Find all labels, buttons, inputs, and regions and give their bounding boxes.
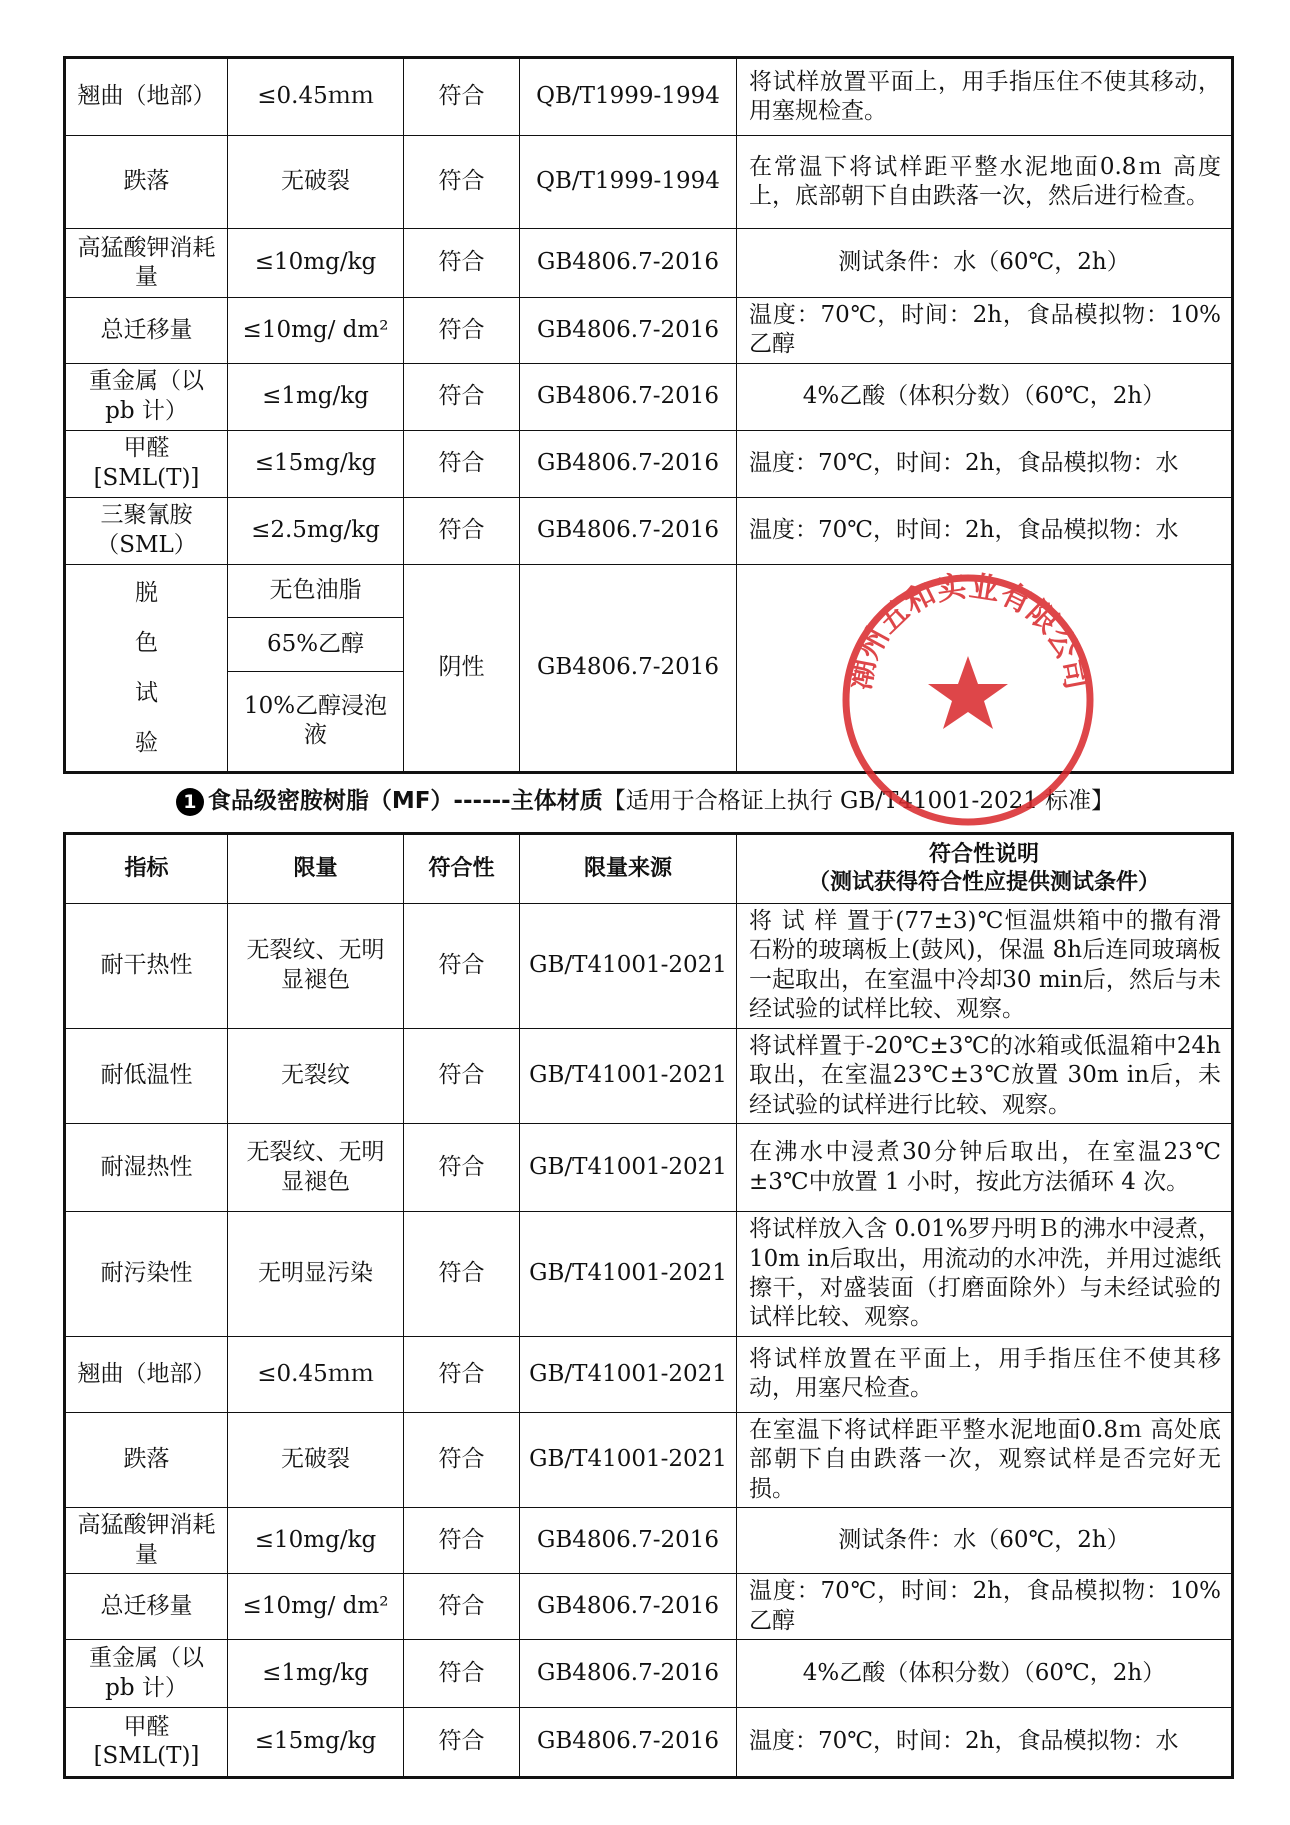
table-row <box>65 1412 1233 1507</box>
header-source: 限量来源 <box>520 834 737 904</box>
item-cell: 三聚氰胺（SML） <box>65 497 228 564</box>
item-cell: 重金属（以 pb 计） <box>65 363 228 430</box>
note-cell: 将试样放置平面上，用手指压住不使其移动，用塞规检查。 <box>737 58 1233 136</box>
limit-cell: ≤0.45ｍｍ <box>228 58 404 136</box>
item-cell: 重金属（以 pb 计） <box>65 1640 228 1708</box>
source-cell: GB4806.7-2016 <box>520 497 737 564</box>
limit-cell: ≤15mg/kg <box>228 430 404 497</box>
source-cell: GB4806.7-2016 <box>520 1574 737 1640</box>
conformity-cell: 符合 <box>404 1640 520 1708</box>
source-cell: GB/T41001-2021 <box>520 904 737 1029</box>
item-cell: 耐湿热性 <box>65 1124 228 1212</box>
decolor-limit-ethanol-65: 65%乙醇 <box>228 618 404 672</box>
limit-cell: ≤0.45ｍｍ <box>228 1336 404 1412</box>
item-cell: 跌落 <box>65 136 228 229</box>
note-cell: 测试条件：水（60℃，2h） <box>737 1508 1233 1574</box>
seal-text: 潮州五和实业有限公司 <box>842 570 1094 693</box>
item-cell: 甲醛[SML(T)] <box>65 1708 228 1778</box>
decolor-test-item-char: 脱 <box>135 579 158 606</box>
limit-cell: 无裂纹 <box>228 1028 404 1123</box>
item-cell: 跌落 <box>65 1412 228 1507</box>
source-cell: GB/T41001-2021 <box>520 1336 737 1412</box>
item-cell: 翘曲（地部） <box>65 1336 228 1412</box>
conformity-cell: 符合 <box>404 1508 520 1574</box>
header-limit: 限量 <box>228 834 404 904</box>
note-cell: 温度：70℃，时间：2h，食品模拟物：10%乙醇 <box>737 1574 1233 1640</box>
item-cell: 耐干热性 <box>65 904 228 1029</box>
source-cell: GB/T41001-2021 <box>520 1124 737 1212</box>
conformity-cell: 符合 <box>404 1574 520 1640</box>
table-row <box>65 363 1233 430</box>
limit-cell: ≤10mg/ dm² <box>228 1574 404 1640</box>
item-cell: 高猛酸钾消耗量 <box>65 229 228 298</box>
header-note <box>737 834 1233 904</box>
conformity-cell: 符合 <box>404 904 520 1029</box>
note-cell: 4%乙酸（体积分数）（60℃，2h） <box>737 363 1233 430</box>
limit-cell: 无裂纹、无明显褪色 <box>228 904 404 1029</box>
source-cell: GB/T41001-2021 <box>520 1412 737 1507</box>
note-cell: 温度：70℃，时间：2h，食品模拟物：水 <box>737 430 1233 497</box>
limit-cell: ≤10mg/kg <box>228 1508 404 1574</box>
table-row <box>65 430 1233 497</box>
source-cell: GB4806.7-2016 <box>520 298 737 364</box>
source-cell: GB/T41001-2021 <box>520 1212 737 1337</box>
limit-cell: ≤2.5mg/kg <box>228 497 404 564</box>
table-row <box>65 1640 1233 1708</box>
table-row <box>65 1508 1233 1574</box>
item-cell: 高猛酸钾消耗量 <box>65 1508 228 1574</box>
conformity-cell: 符合 <box>404 298 520 364</box>
table-row <box>65 58 1233 136</box>
header-item: 指标 <box>65 834 228 904</box>
item-cell: 甲醛[SML(T)] <box>65 430 228 497</box>
conformity-cell: 符合 <box>404 430 520 497</box>
decolor-test-item-char: 验 <box>135 729 158 756</box>
note-cell: 在常温下将试样距平整水泥地面0.8ｍ 高度上，底部朝下自由跌落一次，然后进行检查。 <box>737 136 1233 229</box>
table-row <box>65 1708 1233 1778</box>
table-row <box>65 1124 1233 1212</box>
item-cell: 翘曲（地部） <box>65 58 228 136</box>
table-row <box>65 1574 1233 1640</box>
note-cell: 将试样放入含 0.01%罗丹明Ｂ的沸水中浸煮，10m in后取出，用流动的水冲洗，并用过滤纸擦干，对盛装面（打磨面除外）与未经试验的试样比较、观察。 <box>737 1212 1233 1337</box>
limit-cell: 无破裂 <box>228 1412 404 1507</box>
conformity-cell: 符合 <box>404 58 520 136</box>
table-row <box>65 1212 1233 1337</box>
table-row <box>65 136 1233 229</box>
table-row <box>65 904 1233 1029</box>
limit-cell: 无明显污染 <box>228 1212 404 1337</box>
source-cell: QB/T1999-1994 <box>520 136 737 229</box>
source-cell: GB4806.7-2016 <box>520 363 737 430</box>
conformity-cell: 符合 <box>404 497 520 564</box>
conformity-cell: 符合 <box>404 1028 520 1123</box>
table-row <box>65 1336 1233 1412</box>
limit-cell: 无裂纹、无明显褪色 <box>228 1124 404 1212</box>
limit-cell: ≤10mg/ dm² <box>228 298 404 364</box>
note-cell: 温度：70℃，时间：2h，食品模拟物：水 <box>737 497 1233 564</box>
conformity-cell: 符合 <box>404 363 520 430</box>
decolor-source-cell: GB4806.7-2016 <box>520 564 737 772</box>
section-number-badge: 1 <box>176 788 204 816</box>
company-seal <box>838 570 1098 830</box>
limit-cell: 无破裂 <box>228 136 404 229</box>
star-icon <box>928 656 1008 729</box>
section-standard-note: 【适用于合格证上执行 GB/T41001-2021 标准】 <box>602 788 1115 814</box>
limit-cell: ≤1mg/kg <box>228 1640 404 1708</box>
decolor-conformity-cell: 阴性 <box>404 564 520 772</box>
conformity-cell: 符合 <box>404 1212 520 1337</box>
conformity-cell: 符合 <box>404 136 520 229</box>
note-cell: 在沸水中浸煮30分钟后取出，在室温23℃±3℃中放置 1 小时，按此方法循环 4 次。 <box>737 1124 1233 1212</box>
source-cell: QB/T1999-1994 <box>520 58 737 136</box>
table-row <box>65 497 1233 564</box>
source-cell: GB4806.7-2016 <box>520 1508 737 1574</box>
note-cell: 温度：70℃，时间：2h，食品模拟物：水 <box>737 1708 1233 1778</box>
decolor-limit-oil: 无色油脂 <box>228 564 404 618</box>
limit-cell: ≤10mg/kg <box>228 229 404 298</box>
limit-cell: ≤15mg/kg <box>228 1708 404 1778</box>
item-cell: 总迁移量 <box>65 298 228 364</box>
item-cell: 耐低温性 <box>65 1028 228 1123</box>
conformity-cell: 符合 <box>404 1412 520 1507</box>
table-row <box>65 1028 1233 1123</box>
limit-cell: ≤1mg/kg <box>228 363 404 430</box>
source-cell: GB4806.7-2016 <box>520 229 737 298</box>
melamine-spec-table <box>63 832 1234 1779</box>
item-cell: 耐污染性 <box>65 1212 228 1337</box>
source-cell: GB4806.7-2016 <box>520 1640 737 1708</box>
note-cell: 测试条件：水（60℃，2h） <box>737 229 1233 298</box>
note-cell: 4%乙酸（体积分数）（60℃，2h） <box>737 1640 1233 1708</box>
note-cell: 在室温下将试样距平整水泥地面0.8ｍ 高处底部朝下自由跌落一次，观察试样是否完好无损。 <box>737 1412 1233 1507</box>
conformity-cell: 符合 <box>404 1124 520 1212</box>
note-cell: 将试样置于-20℃±3℃的冰箱或低温箱中24h 取出，在室温23℃±3℃放置 30m in后，未经试验的试样进行比较、观察。 <box>737 1028 1233 1123</box>
conformity-cell: 符合 <box>404 1708 520 1778</box>
decolor-test-item-char: 试 <box>135 679 158 706</box>
conformity-cell: 符合 <box>404 229 520 298</box>
source-cell: GB4806.7-2016 <box>520 1708 737 1778</box>
conformity-cell: 符合 <box>404 1336 520 1412</box>
table-row <box>65 229 1233 298</box>
section-title: 食品级密胺树脂（MF）------主体材质 <box>207 788 603 814</box>
header-conformity: 符合性 <box>404 834 520 904</box>
header-note-line2: （测试获得符合性应提供测试条件） <box>807 870 1160 895</box>
decolor-limit-ethanol-10: 10%乙醇浸泡液 <box>228 671 404 772</box>
decolor-test-item-cell <box>65 564 228 772</box>
source-cell: GB4806.7-2016 <box>520 430 737 497</box>
note-cell: 将 试 样 置于(77±3)℃恒温烘箱中的撒有滑石粉的玻璃板上(鼓风)，保温 8h后连同玻璃板一起取出，在室温中冷却30 min后，然后与未经试验的试样比较、观察。 <box>737 904 1233 1029</box>
decolor-test-item-char: 色 <box>135 629 158 656</box>
source-cell: GB/T41001-2021 <box>520 1028 737 1123</box>
note-cell: 将试样放置在平面上，用手指压住不使其移动，用塞尺检查。 <box>737 1336 1233 1412</box>
note-cell: 温度：70℃，时间：2h，食品模拟物：10%乙醇 <box>737 298 1233 364</box>
table-row <box>65 298 1233 364</box>
item-cell: 总迁移量 <box>65 1574 228 1640</box>
header-note-line1: 符合性说明 <box>928 841 1039 867</box>
table-header-row <box>65 834 1233 904</box>
